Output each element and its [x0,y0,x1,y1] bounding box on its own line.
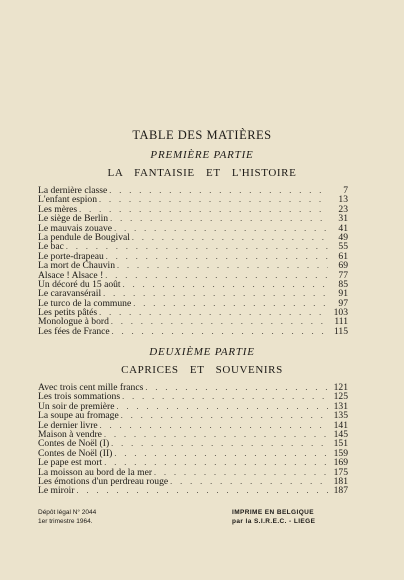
toc-leader-dots [133,299,328,308]
toc-leader-dots [122,392,328,401]
toc-leader-dots [109,186,328,195]
toc-leader-dots [104,430,328,439]
toc-entry-page: 131 [333,400,348,412]
part1-toc-list [38,186,348,336]
toc-entry-title: Le pape est mort [38,457,103,469]
toc-entry-title: La dernière classe [38,185,108,196]
toc-entry-page: 103 [333,307,348,319]
toc-entry-title: La mort de Chauvin [38,260,115,272]
toc-entry-title: Le miroir [38,485,75,497]
page-title: TABLE DES MATIÈRES [132,128,272,142]
printer-line2: par la S.I.R.E.C. - LIEGE [232,518,316,525]
toc-leader-dots [132,233,328,242]
toc-entry-title: Les fées de France [38,325,110,337]
toc-entry-page: 169 [333,457,348,469]
toc-leader-dots [154,468,328,477]
toc-entry-title: Avec trois cent mille francs [38,382,144,393]
toc-entry-page: 121 [333,382,348,393]
toc-leader-dots [103,289,328,298]
toc-leader-dots [105,271,328,280]
toc-leader-dots [99,195,328,204]
toc-entry-title: Un soir de première [38,400,115,412]
toc-entry-title: Maison à vendre [38,428,102,440]
toc-entry-page: 69 [338,260,348,272]
toc-entry-page: 159 [333,447,348,459]
toc-entry-page: 97 [338,297,348,309]
toc-entry-page: 49 [338,231,348,243]
toc-entry-title: Le caravansérail [38,288,102,300]
toc-entry-page: 125 [333,391,348,403]
toc-entry-page: 175 [333,466,348,478]
toc-leader-dots [100,421,328,430]
toc-entry-page: 85 [338,278,348,290]
toc-leader-dots [111,317,328,326]
printer-line1: IMPRIME EN BELGIQUE [232,509,314,516]
toc-entry-page: 145 [333,428,348,440]
toc-leader-dots [145,383,328,392]
part2-toc-list [38,383,348,496]
toc-entry [38,195,348,204]
toc-entry-page: 23 [338,203,348,215]
toc-leader-dots [114,449,328,458]
toc-leader-dots [112,327,328,336]
part2-section-title: CAPRICES ET SOUVENIRS [121,364,283,376]
toc-entry-page: 13 [338,194,348,206]
toc-leader-dots [117,261,328,270]
toc-leader-dots [110,214,328,223]
part1-label: PREMIÈRE PARTIE [150,149,254,161]
toc-entry-title: Monologue à bord [38,316,109,328]
legal-deposit-note [38,508,96,526]
toc-leader-dots [66,242,328,251]
toc-entry [38,477,348,486]
toc-entry-title: Le turco de la commune [38,297,132,309]
toc-entry-page: 111 [334,316,348,328]
part2-label: DEUXIÈME PARTIE [149,346,255,358]
toc-entry-page: 7 [343,185,348,196]
toc-leader-dots [106,252,328,261]
toc-entry [38,327,348,336]
part1-section-title: LA FANTAISIE ET L'HISTOIRE [107,167,297,179]
toc-leader-dots [111,439,328,448]
toc-leader-dots [123,280,328,289]
toc-entry-page: 141 [333,419,348,431]
toc-entry-page: 181 [333,475,348,487]
toc-entry-title: Les trois sommations [38,391,121,403]
toc-leader-dots [121,411,328,420]
toc-leader-dots [116,402,328,411]
toc-entry-title: Contes de Noël (II) [38,447,113,459]
toc-entry-title: Les petits pâtés [38,307,98,319]
toc-entry-title: La moisson au bord de la mer [38,466,153,478]
toc-entry-page: 41 [338,222,348,234]
toc-entry-title: Le bac [38,241,64,253]
toc-entry-page: 77 [338,269,348,281]
toc-entry-page: 115 [333,325,348,337]
toc-entry-page: 91 [338,288,348,300]
toc-entry-title: Les mères [38,203,78,215]
toc-entry-title: Le siège de Berlin [38,213,109,225]
toc-leader-dots [114,224,328,233]
toc-entry-title: La pendule de Bougival [38,231,130,243]
toc-entry-page: 61 [338,250,348,262]
toc-entry-page: 55 [338,241,348,253]
toc-leader-dots [170,477,328,486]
toc-entry-title: Contes de Noël (I) [38,438,110,450]
toc-entry [38,233,348,242]
toc-entry-title: Alsace ! Alsace ! [38,269,104,281]
legal-deposit-line1: Dépôt légal N° 2044 [38,509,97,516]
toc-entry-title: L'enfant espion [38,194,98,206]
toc-leader-dots [79,205,328,214]
toc-entry-title: Un décoré du 15 août [38,278,121,290]
toc-leader-dots [99,308,328,317]
toc-entry-title: Le mauvais zouave [38,222,113,234]
printer-note [232,508,315,526]
toc-entry-page: 135 [333,410,348,422]
toc-entry-page: 31 [338,213,348,225]
toc-entry-title: Le dernier livre [38,419,98,431]
toc-entry-title: Les émotions d'un perdreau rouge [38,475,169,487]
toc-leader-dots [77,486,329,495]
toc-entry-page: 151 [333,438,348,450]
toc-entry-title: Le porte-drapeau [38,250,104,262]
toc-entry-title: La soupe au fromage [38,410,119,422]
toc-entry-page: 187 [333,485,348,497]
toc-entry [38,486,348,495]
legal-deposit-line2: 1er trimestre 1964. [38,518,93,525]
